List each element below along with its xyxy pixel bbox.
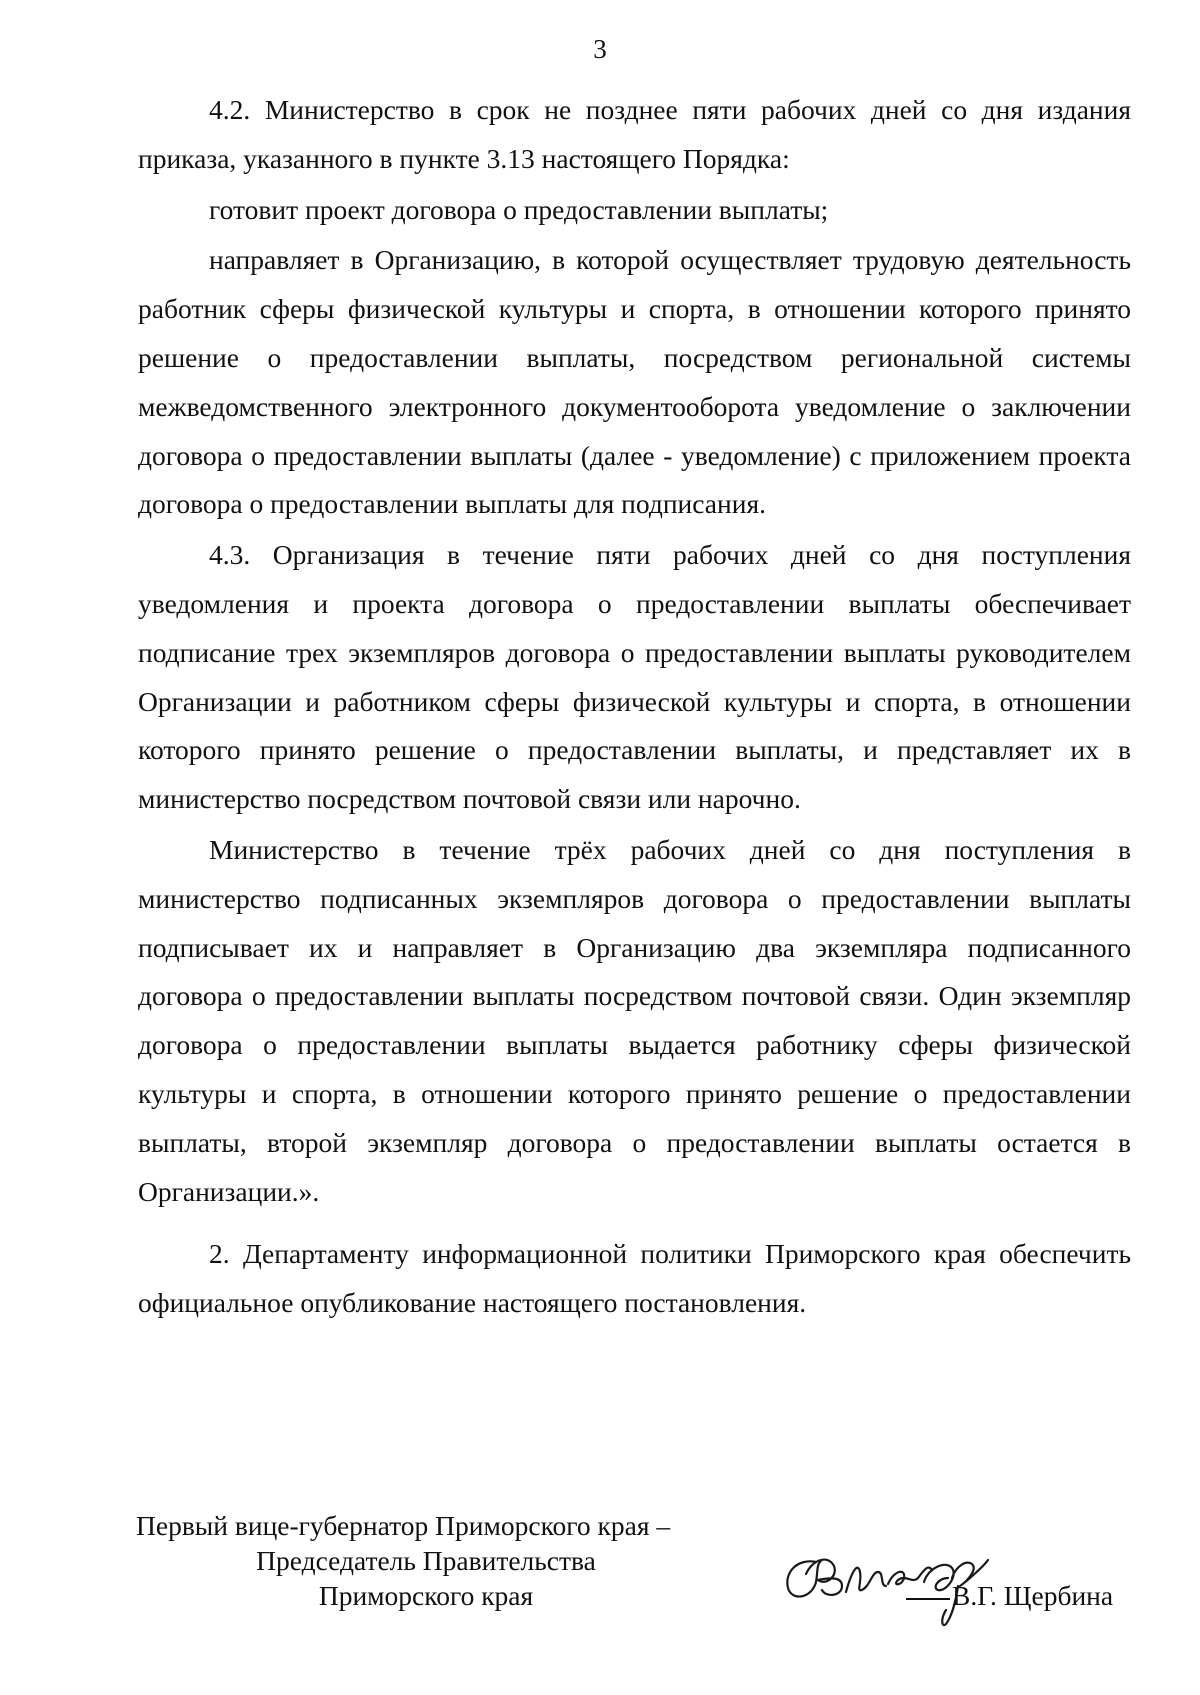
document-body [138, 86, 1131, 1328]
signatory-title-line2: Председатель Правительства [256, 1545, 596, 1576]
signature-dash [906, 1598, 950, 1600]
page-number: 3 [593, 34, 607, 64]
signatory-title [136, 1508, 716, 1613]
signatory-title-line3: Приморского края [318, 1580, 534, 1611]
paragraph-4-2: 4.2. Министерство в срок не позднее пяти рабочих дней со дня издания приказа, указанного в пункте 3.13 настоящего Порядка: [138, 94, 1131, 174]
signatory-title-line1: Первый вице-губернатор Приморского края – [136, 1510, 671, 1541]
signatory-name-line [906, 1578, 1113, 1613]
paragraph-4-3: 4.3. Организация в течение пяти рабочих дней со дня поступления уведомления и проекта договора о предоставлении выплаты обеспечивает подписание трех экземпляров договора о предоставлении выплаты руководителем Организации и работником сферы физической культуры и спорта, в отношении которого принято решение о предоставлении выплаты, и представляет их в министерство посредством почтовой связи или нарочно. [138, 539, 1131, 815]
paragraph-ministry-signs: Министерство в течение трёх рабочих дней со дня поступления в министерство подписанных экземпляров договора о предоставлении выплаты подписывает их и направляет в Организацию два экземпляра подписанного договора о предоставлении выплаты посредством почтовой связи. Один экземпляр договора о предоставлении выплаты выдается работнику сферы физической культуры и спорта, в отношении которого принято решение о предоставлении выплаты, второй экземпляр договора о предоставлении выплаты остается в Организации.». [138, 833, 1131, 1207]
paragraph-prepares-draft: готовит проект договора о предоставлении выплаты; [209, 193, 829, 225]
handwritten-signature [666, 1520, 1026, 1630]
signatory-name: В.Г. Щербина [952, 1580, 1114, 1611]
paragraph-sends-notification: направляет в Организацию, в которой осуществляет трудовую деятельность работник сферы физической культуры и спорта, в отношении которого принято решение о предоставлении выплаты, посредством региональной системы межведомственного электронного документооборота уведомление о заключении договора о предоставлении выплаты (далее - уведомление) с приложением проекта договора о предоставлении выплаты для подписания. [138, 244, 1131, 520]
paragraph-2-publication: 2. Департаменту информационной политики Приморского края обеспечить официальное опубликование настоящего постановления. [138, 1238, 1131, 1319]
signature-block [136, 1508, 1136, 1638]
